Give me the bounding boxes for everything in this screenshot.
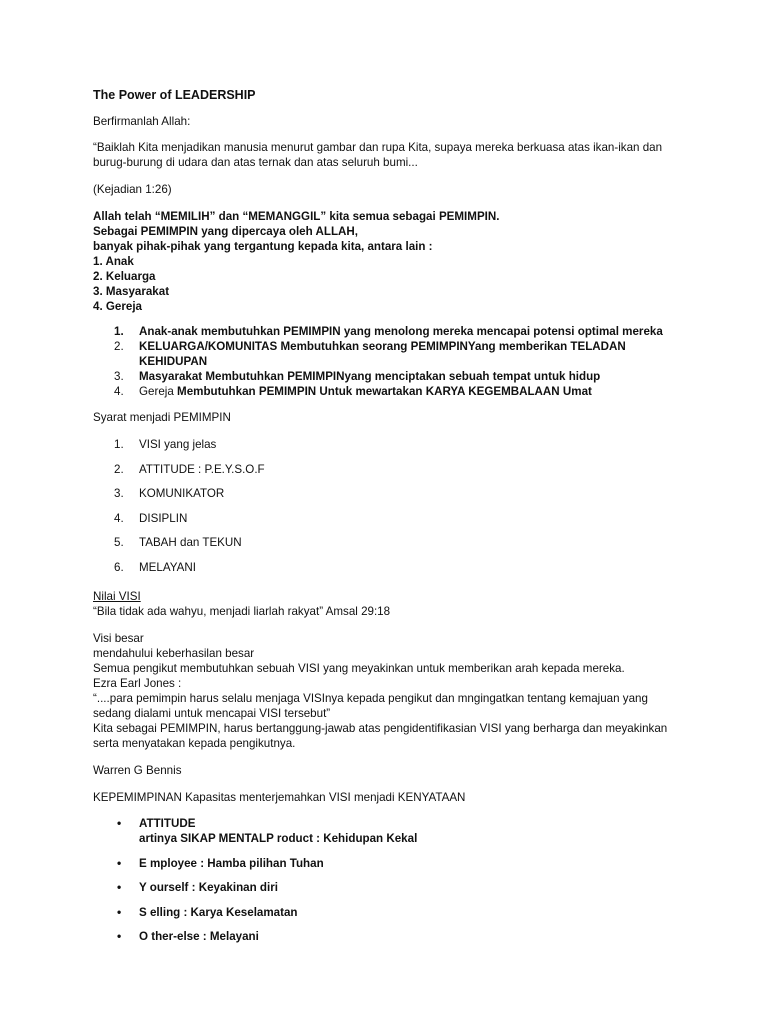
- list-number: 1.: [114, 438, 124, 451]
- kepemimpinan-line: KEPEMIMPINAN Kapasitas menterjemahkan VISI menjadi KENYATAAN: [93, 790, 466, 804]
- author-name: Warren G Bennis: [93, 763, 182, 777]
- list-text: KEHIDUPAN: [139, 355, 208, 368]
- visi-line: serta menyatakan kepada pengikutnya.: [93, 736, 296, 750]
- document-title: The Power of LEADERSHIP: [93, 88, 256, 102]
- visi-line: Ezra Earl Jones :: [93, 676, 182, 690]
- list-number: 6.: [114, 560, 124, 574]
- list-text: Anak-anak membutuhkan PEMIMPIN yang menolong mereka mencapai potensi optimal mereka: [139, 325, 663, 338]
- visi-line: sedang dialami untuk mencapai VISI tersebut”: [93, 706, 331, 720]
- calling-line: 2. Keluarga: [93, 270, 156, 283]
- bullet-text: E mployee : Hamba pilihan Tuhan: [139, 856, 324, 870]
- bullet-item: [93, 856, 693, 871]
- list-text: VISI yang jelas: [139, 438, 217, 451]
- attitude-bullet-list: [93, 816, 693, 944]
- bullet-item: [93, 929, 693, 944]
- syarat-list: [93, 437, 693, 575]
- bullet-icon: •: [117, 880, 122, 895]
- calling-line: 4. Gereja: [93, 300, 142, 313]
- calling-line: banyak pihak-pihak yang tergantung kepada kita, antara lain :: [93, 240, 433, 253]
- visi-line: Semua pengikut membutuhkan sebuah VISI yang meyakinkan untuk memberikan arah kepada mereka.: [93, 661, 625, 675]
- list-text: MELAYANI: [139, 560, 196, 574]
- bullet-text: Y ourself : Keyakinan diri: [139, 881, 278, 895]
- list-text: ATTITUDE : P.E.Y.S.O.F: [139, 462, 265, 476]
- list-item: [93, 486, 693, 501]
- list-item: [93, 339, 693, 369]
- list-item: [93, 384, 693, 399]
- list-item: [93, 437, 693, 452]
- list-number: 4.: [114, 385, 124, 398]
- scripture-reference: (Kejadian 1:26): [93, 183, 172, 196]
- calling-line: 1. Anak: [93, 255, 134, 268]
- list-text: Membutuhkan PEMIMPIN Untuk mewartakan KARYA KEGEMBALAAN Umat: [173, 385, 592, 398]
- calling-line: Sebagai PEMIMPIN yang dipercaya oleh ALLAH,: [93, 225, 358, 238]
- visi-line: “....para pemimpin harus selalu menjaga VISInya kepada pengikut dan mngingatkan tentang kemajuan yang: [93, 691, 648, 705]
- bullet-item: [93, 905, 693, 920]
- needs-list: [93, 324, 693, 399]
- calling-paragraph: [93, 209, 693, 314]
- list-text: KELUARGA/KOMUNITAS Membutuhkan seorang PEMIMPINYang memberikan TELADAN: [139, 340, 626, 353]
- list-item: [93, 535, 693, 550]
- list-text: TABAH dan TEKUN: [139, 536, 242, 550]
- intro-line: Berfirmanlah Allah:: [93, 115, 191, 128]
- visi-line: Kita sebagai PEMIMPIN, harus bertanggung-jawab atas pengidentifikasian VISI yang berharga dan meyakinkan: [93, 721, 668, 735]
- bullet-icon: •: [117, 855, 122, 870]
- list-item: [93, 462, 693, 477]
- list-prefix: Gereja: [139, 385, 174, 398]
- list-text: DISIPLIN: [139, 511, 188, 525]
- bullet-text: artinya SIKAP MENTALP roduct : Kehidupan Kekal: [139, 831, 418, 845]
- list-text: Masyarakat Membutuhkan PEMIMPINyang menciptakan sebuah tempat untuk hidup: [139, 370, 601, 383]
- nilai-visi-heading: Nilai VISI: [93, 589, 141, 603]
- visi-line: Visi besar: [93, 631, 144, 645]
- visi-paragraph: [93, 631, 693, 751]
- calling-line: 3. Masyarakat: [93, 285, 170, 298]
- document-page: [93, 88, 693, 954]
- list-number: 1.: [114, 325, 124, 338]
- list-number: 3.: [114, 370, 124, 383]
- bullet-item: [93, 880, 693, 895]
- list-number: 3.: [114, 487, 124, 501]
- calling-line: Allah telah “MEMILIH” dan “MEMANGGIL” kita semua sebagai PEMIMPIN.: [93, 210, 500, 223]
- visi-line: mendahului keberhasilan besar: [93, 646, 255, 660]
- list-item: [93, 324, 693, 339]
- bullet-text: S elling : Karya Keselamatan: [139, 905, 298, 919]
- list-number: 2.: [114, 340, 124, 353]
- bullet-icon: •: [117, 904, 122, 919]
- list-text: KOMUNIKATOR: [139, 487, 225, 501]
- quote-line-2: burug-burung di udara dan atas ternak dan atas seluruh bumi...: [93, 156, 418, 169]
- list-number: 4.: [114, 511, 124, 525]
- list-item: [93, 560, 693, 575]
- bullet-item: [93, 816, 693, 846]
- syarat-heading: Syarat menjadi PEMIMPIN: [93, 411, 231, 424]
- bullet-icon: •: [117, 929, 122, 944]
- list-item: [93, 369, 693, 384]
- list-number: 2.: [114, 462, 124, 476]
- bullet-icon: •: [117, 815, 122, 830]
- nilai-visi-quote: “Bila tidak ada wahyu, menjadi liarlah rakyat” Amsal 29:18: [93, 604, 391, 618]
- list-item: [93, 511, 693, 526]
- bullet-text: ATTITUDE: [139, 816, 196, 830]
- quote-line-1: “Baiklah Kita menjadikan manusia menurut gambar dan rupa Kita, supaya mereka berkuasa atas ikan-ikan dan: [93, 141, 663, 154]
- bullet-text: O ther-else : Melayani: [139, 930, 259, 944]
- list-number: 5.: [114, 536, 124, 550]
